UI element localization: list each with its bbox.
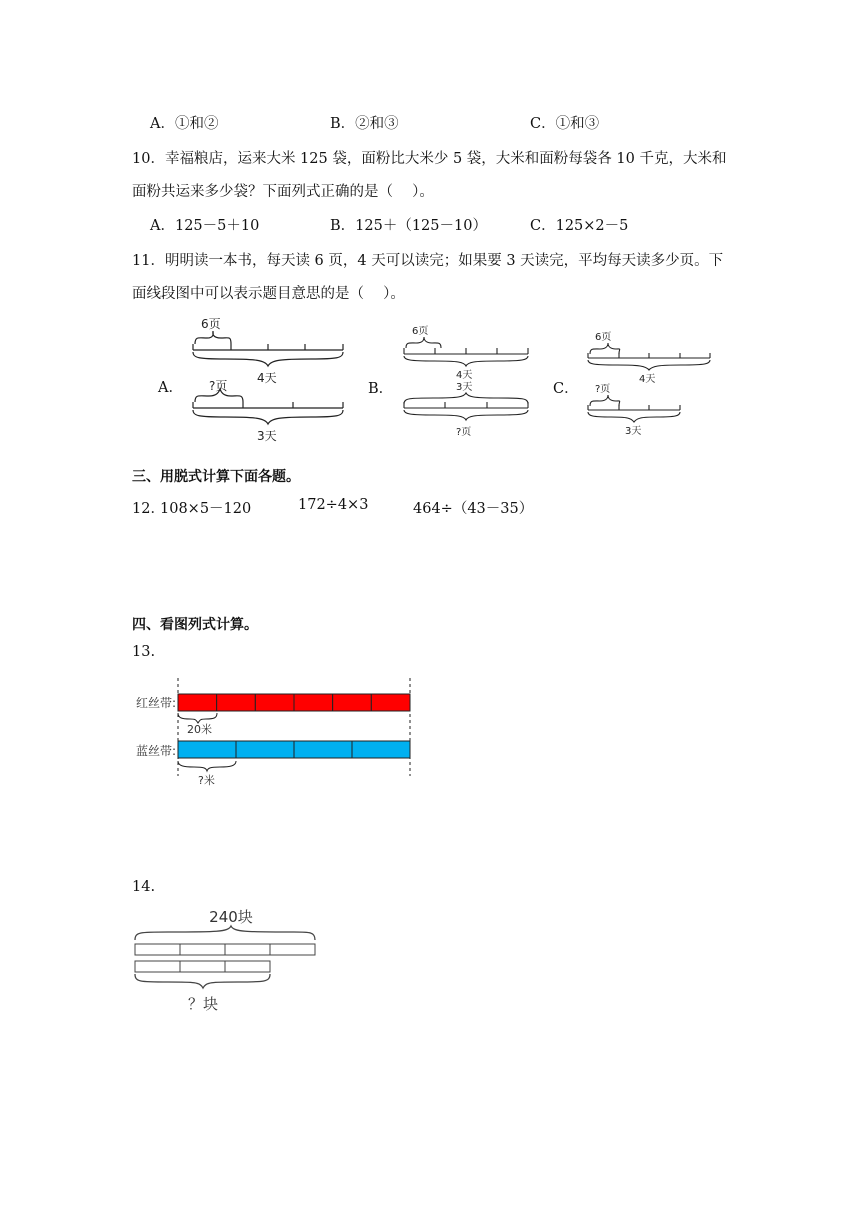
q11-diagram-b	[398, 320, 538, 442]
q12-item-1: 108×5－120	[160, 501, 252, 517]
q11-option-c-label: C．	[553, 381, 579, 397]
diagram-a-six-pages: 6页	[201, 317, 221, 331]
diagram-b-three-days: 3天	[456, 382, 473, 393]
q13-ribbon-diagram	[130, 676, 420, 788]
diagram-c-three-days: 3天	[625, 426, 642, 437]
q11-stem-line1: 11．明明读一本书，每天读 6 页，4 天可以读完；如果要 3 天读完，平均每天读多少页。下	[132, 253, 724, 269]
top-block	[180, 944, 225, 955]
red-ribbon-segment	[333, 694, 372, 711]
red-ribbon-segment	[178, 694, 217, 711]
q12-item-3: 464÷（43－35）	[413, 501, 534, 517]
diagram-b-four-days: 4天	[456, 370, 473, 381]
q14-number: 14.	[132, 879, 156, 895]
q10-option-b: B．125＋（125－10）	[330, 218, 487, 234]
red-ribbon-segment	[255, 694, 294, 711]
red-ribbon-segment	[217, 694, 256, 711]
q14-bottom-blocks	[135, 961, 270, 972]
diagram-c-unknown-pages: ?页	[595, 384, 611, 395]
q10-option-a: A．125－5＋10	[150, 218, 260, 234]
q11-option-b-label: B．	[368, 381, 394, 397]
q13-blue-label: 蓝丝带:	[136, 744, 177, 758]
q14-top-blocks	[135, 944, 315, 955]
bottom-block	[180, 961, 225, 972]
q10-stem-line1: 10．幸福粮店，运来大米 125 袋，面粉比大米少 5 袋，大米和面粉每袋各 10 千克，大米和	[132, 151, 727, 167]
red-ribbon-segment	[371, 694, 410, 711]
blue-ribbon-segment	[294, 741, 352, 758]
bottom-block	[225, 961, 270, 972]
q11-stem-line2: 面线段图中可以表示题目意思的是（ ）。	[132, 286, 405, 302]
red-ribbon-segment	[294, 694, 333, 711]
q14-block-diagram	[128, 902, 328, 1020]
q13-red-label: 红丝带:	[136, 696, 177, 710]
top-block	[270, 944, 315, 955]
top-block	[225, 944, 270, 955]
blue-ribbon-segment	[178, 741, 236, 758]
diagram-a-three-days: 3天	[257, 429, 277, 443]
blue-ribbon-segment	[352, 741, 410, 758]
q14-top-label: 240块	[209, 908, 253, 926]
q13-number: 13.	[132, 644, 156, 660]
q13-blue-bar	[178, 741, 410, 758]
q12-number: 12．	[132, 501, 165, 517]
diagram-c-four-days: 4天	[639, 374, 656, 385]
diagram-b-six-pages: 6页	[412, 326, 429, 337]
diagram-c-six-pages: 6页	[595, 332, 612, 343]
top-block	[135, 944, 180, 955]
diagram-a-unknown-pages: ?页	[209, 379, 228, 393]
diagram-a-four-days: 4天	[257, 371, 277, 385]
q14-bottom-label: ？块	[188, 995, 219, 1013]
q9-option-b: B．②和③	[330, 116, 399, 132]
section4-heading: 四、看图列式计算。	[132, 617, 258, 633]
q11-diagram-a	[185, 312, 355, 460]
diagram-b-unknown-pages: ?页	[456, 427, 472, 438]
q11-option-a-label: A．	[158, 380, 183, 396]
q13-red-bar	[178, 694, 410, 711]
q10-stem-line2: 面粉共运来多少袋？下面列式正确的是（ ）。	[132, 184, 434, 200]
q9-option-c: C．①和③	[530, 116, 600, 132]
section3-heading: 三、用脱式计算下面各题。	[132, 469, 300, 485]
blue-ribbon-segment	[236, 741, 294, 758]
q12-item-2: 172÷4×3	[298, 497, 369, 513]
q9-option-a: A．①和②	[150, 116, 219, 132]
q10-option-c: C．125×2－5	[530, 218, 629, 234]
q13-blue-segment-label: ?米	[198, 774, 215, 787]
q13-red-segment-label: 20米	[187, 723, 212, 736]
q11-diagram-c	[583, 326, 718, 440]
bottom-block	[135, 961, 180, 972]
